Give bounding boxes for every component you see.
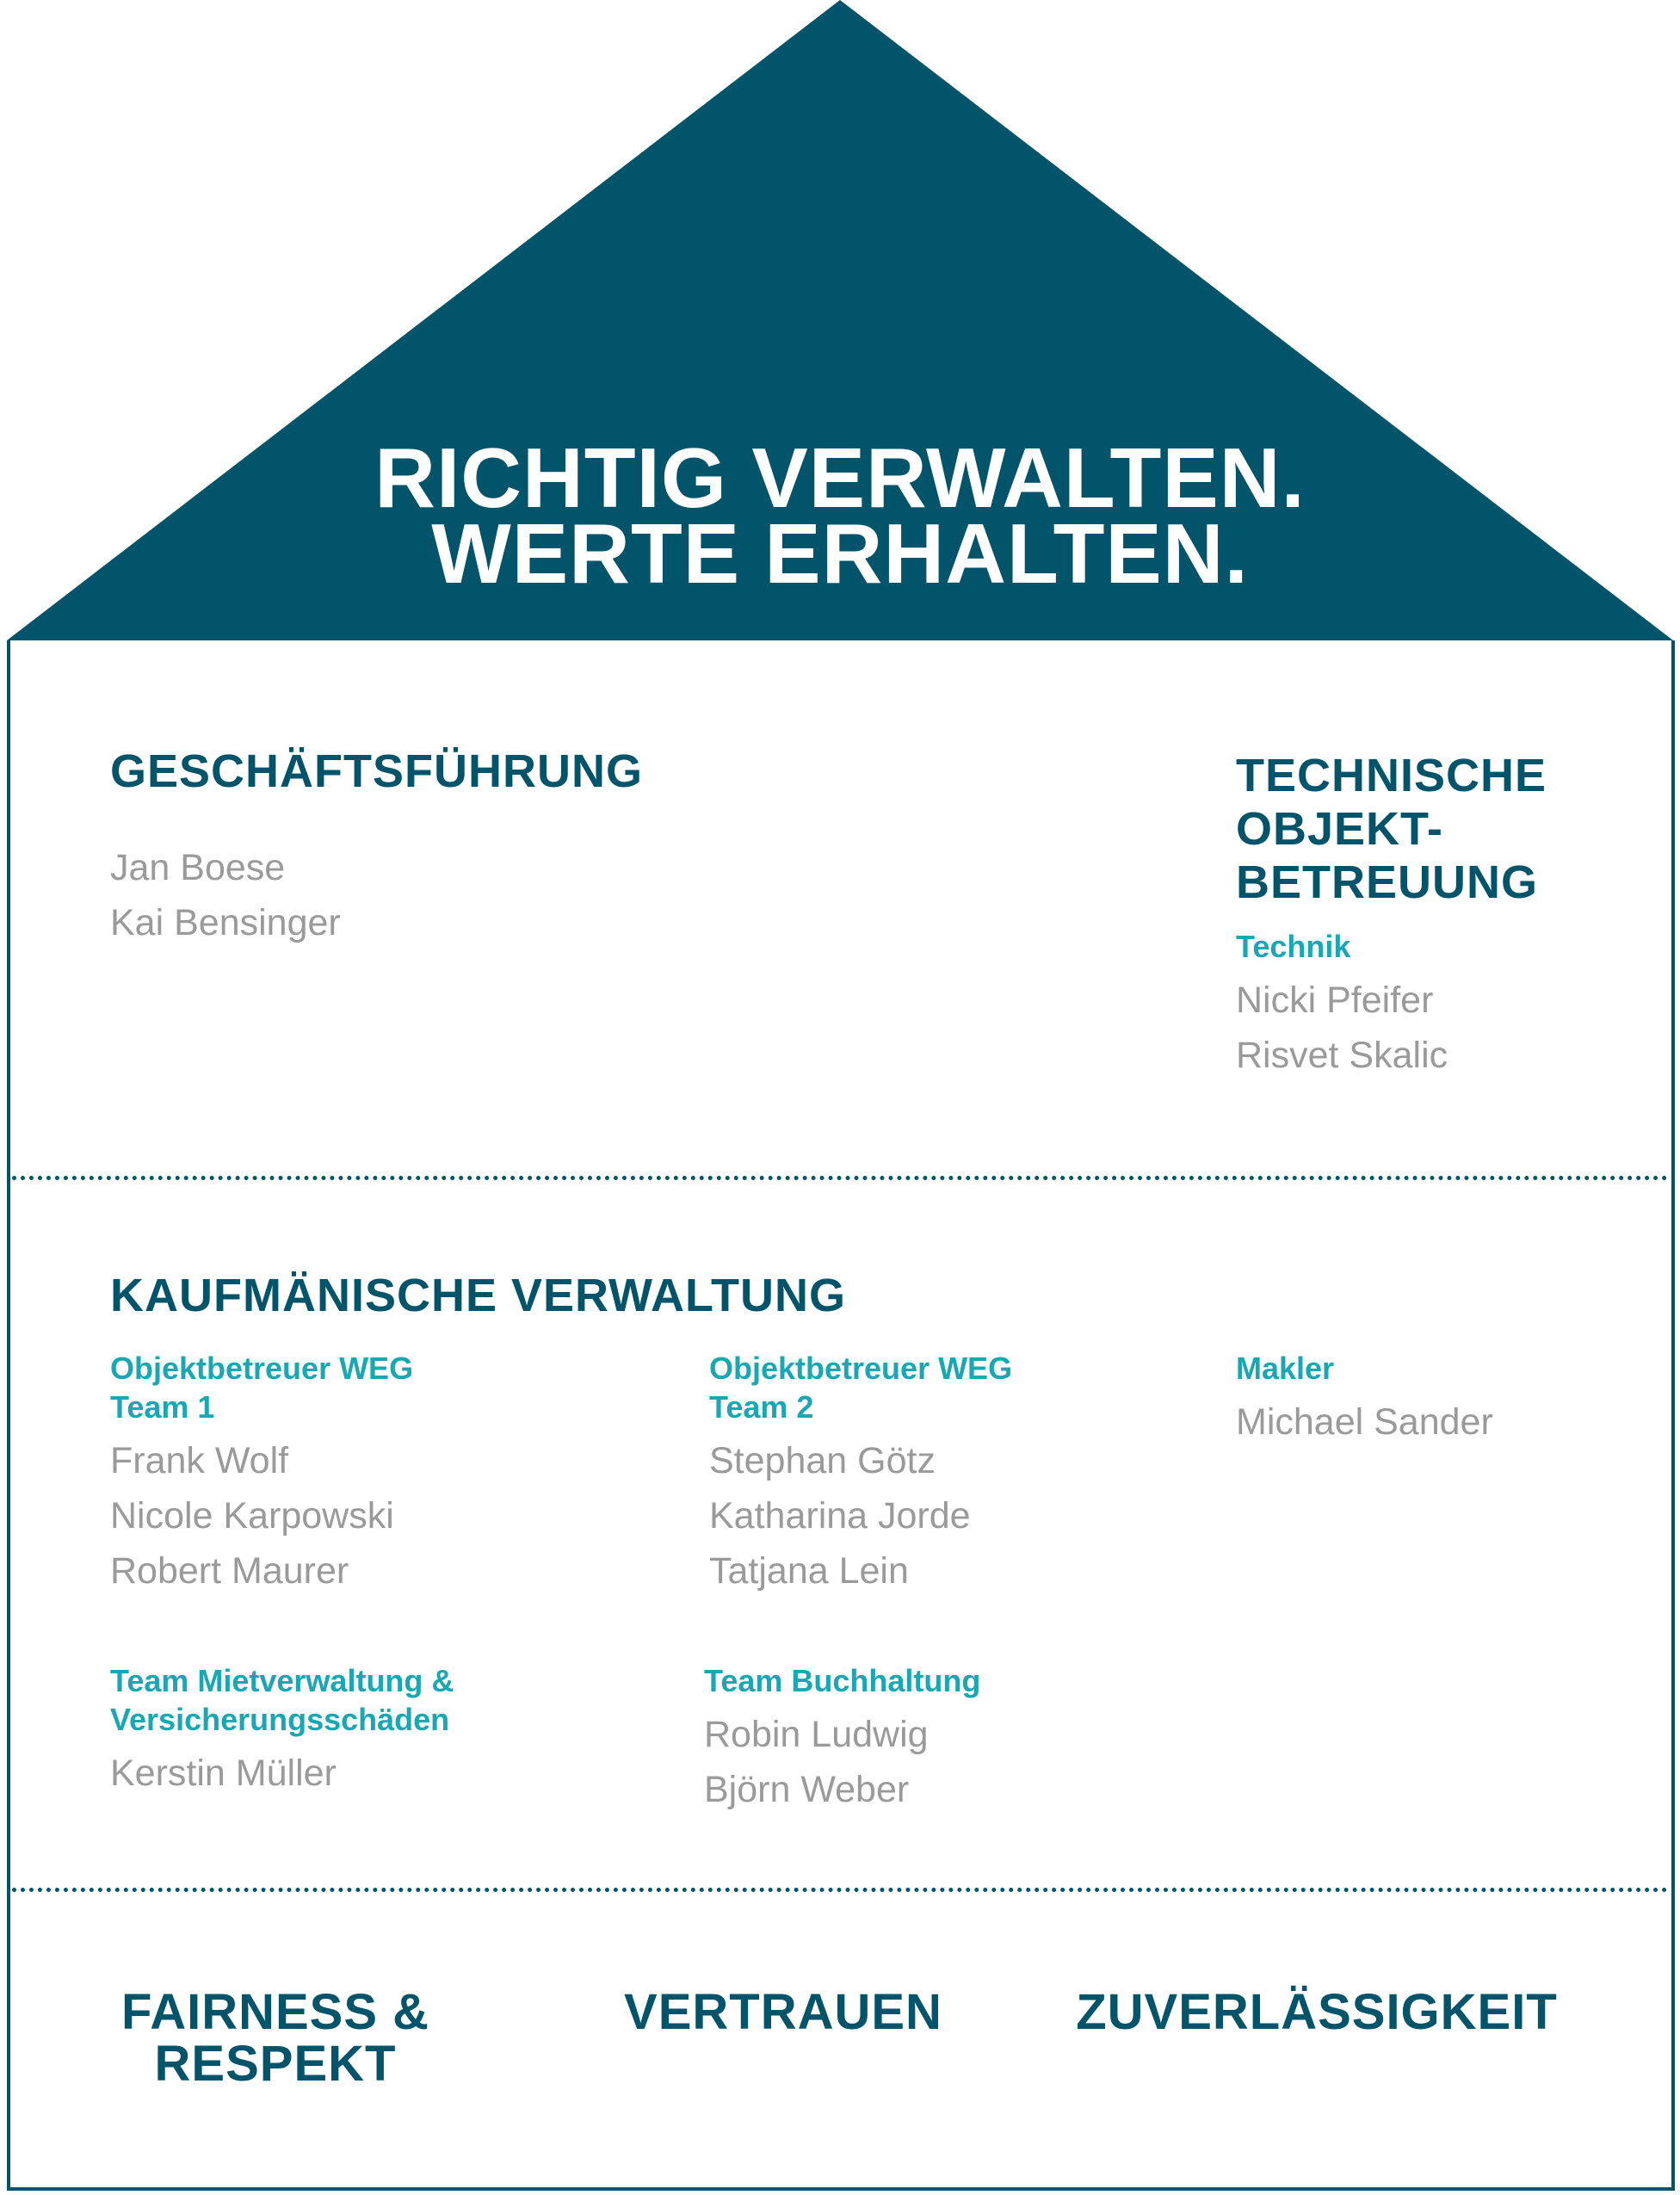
- technical-member: Nicki Pfeifer: [1236, 980, 1434, 1021]
- accounting-team-member: Björn Weber: [704, 1769, 910, 1810]
- team2-member: Katharina Jorde: [709, 1495, 971, 1536]
- management-title: GESCHÄFTSFÜHRUNG: [110, 745, 643, 797]
- team1-member: Frank Wolf: [110, 1440, 289, 1481]
- rental-team-label-line-1: Team Mietverwaltung &: [110, 1663, 454, 1698]
- technical-title-line-1: TECHNISCHE: [1236, 750, 1547, 801]
- team1-label-line-2: Team 1: [110, 1389, 215, 1425]
- team2-member: Tatjana Lein: [709, 1550, 909, 1592]
- section-divider: [12, 1888, 1668, 1892]
- value-fairness-line-1: FAIRNESS &: [120, 1984, 430, 2040]
- section-divider: [12, 1176, 1668, 1180]
- team1-label-line-1: Objektbetreuer WEG: [110, 1351, 414, 1386]
- team1-member: Robert Maurer: [110, 1550, 349, 1592]
- technical-member: Risvet Skalic: [1236, 1035, 1448, 1076]
- value-trust: VERTRAUEN: [624, 1984, 942, 2040]
- slogan-line-2: WERTE ERHALTEN.: [431, 506, 1249, 601]
- rental-team-label-line-2: Versicherungsschäden: [110, 1702, 450, 1737]
- technical-sub-label: Technik: [1236, 929, 1351, 964]
- technical-title-line-3: BETREUUNG: [1236, 856, 1539, 908]
- value-fairness-line-2: RESPEKT: [154, 2036, 397, 2092]
- team1-member: Nicole Karpowski: [110, 1495, 394, 1536]
- value-reliability: ZUVERLÄSSIGKEIT: [1076, 1984, 1558, 2040]
- team2-label-line-1: Objektbetreuer WEG: [709, 1351, 1013, 1386]
- team2-label-line-2: Team 2: [709, 1389, 814, 1425]
- accounting-team-label: Team Buchhaltung: [704, 1663, 981, 1698]
- technical-title-line-2: OBJEKT-: [1236, 803, 1444, 855]
- management-member: Kai Bensinger: [110, 902, 341, 943]
- broker-label: Makler: [1236, 1351, 1335, 1386]
- management-member: Jan Boese: [110, 847, 286, 888]
- slogan-line-1: RICHTIG VERWALTEN.: [374, 430, 1306, 525]
- broker-member: Michael Sander: [1236, 1401, 1493, 1443]
- commercial-title: KAUFMÄNISCHE VERWALTUNG: [110, 1270, 846, 1321]
- rental-team-member: Kerstin Müller: [110, 1753, 337, 1794]
- team2-member: Stephan Götz: [709, 1440, 936, 1481]
- accounting-team-member: Robin Ludwig: [704, 1714, 929, 1755]
